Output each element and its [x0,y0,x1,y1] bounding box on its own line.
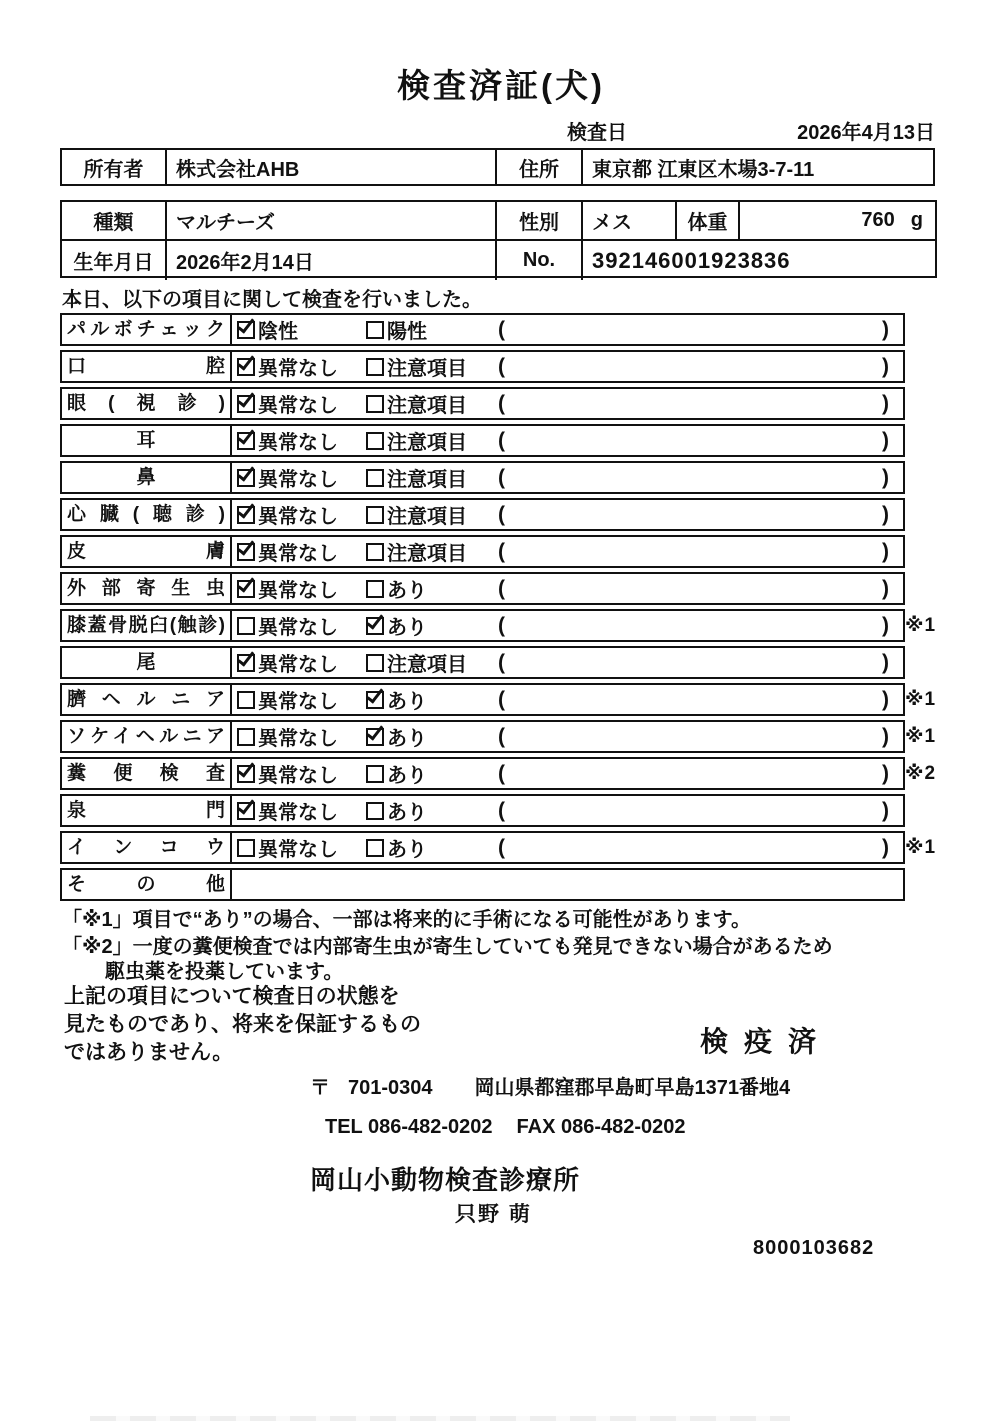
unchecked-checkbox-icon [366,543,384,561]
checklist-item-label: 耳 [62,426,232,455]
footnote-2-line1: 「※2」一度の糞便検査では内部寄生虫が寄生していても発見できない場合があるため [62,936,833,958]
remarks-close-paren: ) [882,651,889,674]
checklist-row [60,461,905,494]
unchecked-checkbox-icon [366,839,384,857]
checklist-item-label: 泉門 [62,796,232,825]
checked-checkbox-icon [237,358,255,376]
checklist-row [60,535,905,568]
remarks-close-paren: ) [882,318,889,341]
checkbox-option [237,796,338,825]
checklist-row [60,498,905,531]
checklist-row-content [232,685,903,714]
unchecked-checkbox-icon [366,802,384,820]
checked-checkbox-icon [237,580,255,598]
unchecked-checkbox-icon [237,617,255,635]
checklist-row [60,831,937,864]
checkbox-option [237,759,338,788]
checklist-row [60,424,905,457]
checkbox-option [366,352,467,381]
scan-artifact [90,1416,790,1421]
checked-checkbox-icon [366,617,384,635]
remarks-open-paren: ( [498,540,505,563]
owner-table [60,148,935,186]
checklist-item-label: ソケイヘルニア [62,722,232,751]
checklist-row-content [232,352,903,381]
checkbox-option [237,352,338,381]
disclaimer-line-2: 見たものであり、将来を保証するもの [64,1013,421,1036]
disclaimer-text [64,983,421,1067]
checked-checkbox-icon [237,654,255,672]
postal-mark-icon: 〒 [310,1077,330,1099]
footnote-reference: ※1 [905,837,937,858]
remarks-close-paren: ) [882,799,889,822]
checklist-item-label: 心臓(聴診) [62,500,232,529]
checkbox-option [237,500,338,529]
pet-info-table [60,200,937,278]
checkbox-option-label: 異常なし [258,506,338,528]
remarks-close-paren: ) [882,429,889,452]
checked-checkbox-icon [237,432,255,450]
remarks-open-paren: ( [498,318,505,341]
checklist-row [60,757,937,790]
checkbox-option-label: 注意項目 [387,543,467,565]
checked-checkbox-icon [237,543,255,561]
footnote-reference: ※2 [905,763,937,784]
checkbox-option-label: 異常なし [258,432,338,454]
checklist-row [60,683,937,716]
checklist-row-content [232,796,903,825]
owner-value: 株式会社AHB [165,150,495,184]
footnote-reference: ※1 [905,689,937,710]
checklist-item-label: 臍ヘルニア [62,685,232,714]
remarks-open-paren: ( [498,688,505,711]
checkbox-option-label: あり [387,691,427,713]
checkbox-option [237,574,338,603]
checked-checkbox-icon [237,765,255,783]
checklist-item-label: パルボチェック [62,315,232,344]
birthdate-label: 生年月日 [73,252,154,274]
unchecked-checkbox-icon [366,395,384,413]
checkbox-option [366,537,467,566]
checklist-row [60,350,905,383]
checklist-row-content [232,426,903,455]
checklist-row [60,609,937,642]
checklist-row-content [232,537,903,566]
remarks-open-paren: ( [498,577,505,600]
footnote-reference: ※1 [905,726,937,747]
remarks-close-paren: ) [882,725,889,748]
checkbox-option-label: 異常なし [258,765,338,787]
checklist-row-content [232,463,903,492]
checkbox-option-label: 注意項目 [387,358,467,380]
checkbox-option-label: 注意項目 [387,654,467,676]
checkbox-option-label: 異常なし [258,469,338,491]
checkbox-option [366,685,427,714]
weight-label: 体重 [675,202,738,239]
checkbox-option-label: 異常なし [258,580,338,602]
postal-code: 701-0304 [348,1077,433,1099]
checklist-row-content [232,315,903,344]
checklist-row [60,387,905,420]
page-title: 検査済証(犬) [397,67,605,104]
checked-checkbox-icon [366,691,384,709]
remarks-close-paren: ) [882,466,889,489]
checklist-row-content [232,870,903,899]
remarks-open-paren: ( [498,651,505,674]
unchecked-checkbox-icon [366,321,384,339]
owner-label: 所有者 [83,158,144,181]
checkbox-option-label: あり [387,802,427,824]
clinic-tel: TEL 086-482-0202 [325,1116,493,1138]
unchecked-checkbox-icon [366,358,384,376]
checkbox-option [366,389,467,418]
checkbox-option [237,685,338,714]
checkbox-option-label: 異常なし [258,728,338,750]
checkbox-option-label: 異常なし [258,543,338,565]
remarks-close-paren: ) [882,355,889,378]
checkbox-option [366,500,467,529]
checklist-row-content [232,574,903,603]
checkbox-option-label: あり [387,728,427,750]
inspection-date-value: 2026年4月13日 [797,122,935,144]
remarks-open-paren: ( [498,762,505,785]
remarks-close-paren: ) [882,540,889,563]
unchecked-checkbox-icon [237,728,255,746]
remarks-open-paren: ( [498,799,505,822]
checkbox-option [237,611,338,640]
checklist-item-label: その他 [62,870,232,899]
checklist-row-content [232,722,903,751]
checklist-row [60,572,905,605]
checkbox-option [237,426,338,455]
checkbox-option-label: 陽性 [387,321,427,343]
checklist-row [60,720,937,753]
checklist-row-content [232,833,903,862]
remarks-open-paren: ( [498,725,505,748]
checklist-item-label: 膝蓋骨脱臼(触診) [62,611,232,640]
microchip-no-label: No. [495,241,581,280]
checkbox-option [366,722,427,751]
checklist-item-label: インコウ [62,833,232,862]
checkbox-option [366,796,427,825]
checkbox-option-label: 異常なし [258,395,338,417]
inspection-date-label: 検査日 [567,122,627,144]
remarks-open-paren: ( [498,614,505,637]
examination-checklist [60,313,937,905]
footnote-2-line2: 駆虫薬を投薬しています。 [105,961,344,983]
clinic-address: 岡山県都窪郡早島町早島1371番地4 [474,1077,791,1099]
disclaimer-line-1: 上記の項目について検査日の状態を [64,985,400,1008]
checkbox-option-label: 陰性 [258,321,298,343]
weight-number: 760 [861,209,895,231]
clinic-name: 岡山小動物検査診療所 [310,1165,581,1195]
checkbox-option-label: 異常なし [258,839,338,861]
remarks-close-paren: ) [882,392,889,415]
checklist-row [60,646,905,679]
checklist-row-content [232,759,903,788]
checkbox-option-label: 異常なし [258,802,338,824]
unchecked-checkbox-icon [366,765,384,783]
checkbox-option-label: 異常なし [258,358,338,380]
remarks-open-paren: ( [498,429,505,452]
checklist-item-label: 鼻 [62,463,232,492]
checkbox-option-label: 異常なし [258,654,338,676]
checkbox-option [366,426,467,455]
checkbox-option-label: 異常なし [258,691,338,713]
checkbox-option [237,648,338,677]
checkbox-option-label: あり [387,580,427,602]
footnote-1: 「※1」項目で“あり”の場合、一部は将来的に手術になる可能性があります。 [62,909,751,931]
intro-sentence: 本日、以下の項目に関して検査を行いました。 [62,289,482,311]
checked-checkbox-icon [366,728,384,746]
weight-unit: g [910,209,923,231]
checkbox-option [366,463,467,492]
checklist-item-label: 尾 [62,648,232,677]
sex-value: メス [581,202,675,239]
remarks-close-paren: ) [882,614,889,637]
checked-checkbox-icon [237,321,255,339]
remarks-close-paren: ) [882,688,889,711]
unchecked-checkbox-icon [237,839,255,857]
clinic-postal-address [310,1071,790,1100]
checked-checkbox-icon [237,469,255,487]
checklist-row-content [232,389,903,418]
checkbox-option [237,315,298,344]
breed-label: 種類 [93,212,134,234]
quarantine-passed-stamp: 検疫済 [700,1026,833,1057]
veterinarian-name: 只野 萌 [455,1203,532,1226]
footnote-reference: ※1 [905,615,937,636]
checklist-row-content [232,500,903,529]
checkbox-option-label: あり [387,765,427,787]
unchecked-checkbox-icon [366,654,384,672]
remarks-open-paren: ( [498,355,505,378]
checkbox-option-label: あり [387,839,427,861]
unchecked-checkbox-icon [237,691,255,709]
remarks-open-paren: ( [498,466,505,489]
clinic-tel-fax [325,1116,686,1139]
unchecked-checkbox-icon [366,469,384,487]
weight-value [738,202,935,239]
microchip-no-value: 392146001923836 [581,241,935,280]
remarks-close-paren: ) [882,577,889,600]
checkbox-option [237,833,338,862]
sex-label: 性別 [495,202,581,239]
checked-checkbox-icon [237,802,255,820]
checklist-row [60,313,905,346]
owner-address-value: 東京都 江東区木場3-7-11 [581,150,933,184]
checkbox-option-label: 注意項目 [387,432,467,454]
checkbox-option-label: 注意項目 [387,469,467,491]
checklist-row-content [232,611,903,640]
checkbox-option [237,722,338,751]
checkbox-option-label: 注意項目 [387,395,467,417]
clinic-fax: FAX 086-482-0202 [516,1116,686,1138]
breed-value: マルチーズ [165,202,495,239]
checkbox-option-label: 注意項目 [387,506,467,528]
checkbox-option [366,648,467,677]
checklist-item-label: 皮膚 [62,537,232,566]
disclaimer-line-3: ではありません。 [64,1041,234,1064]
unchecked-checkbox-icon [366,432,384,450]
checklist-item-label: 眼(視診) [62,389,232,418]
checkbox-option [237,463,338,492]
remarks-open-paren: ( [498,836,505,859]
document-serial-number: 8000103682 [753,1237,875,1259]
birthdate-value: 2026年2月14日 [165,241,495,280]
checked-checkbox-icon [237,506,255,524]
checkbox-option [237,389,338,418]
remarks-open-paren: ( [498,503,505,526]
owner-address-label: 住所 [495,150,581,184]
checkbox-option [366,759,427,788]
checkbox-option-label: 異常なし [258,617,338,639]
remarks-close-paren: ) [882,762,889,785]
checklist-item-label: 口腔 [62,352,232,381]
remarks-open-paren: ( [498,392,505,415]
checklist-row [60,794,905,827]
checkbox-option-label: あり [387,617,427,639]
checkbox-option [366,833,427,862]
remarks-close-paren: ) [882,836,889,859]
checklist-item-label: 糞便検査 [62,759,232,788]
unchecked-checkbox-icon [366,506,384,524]
checkbox-option [366,574,427,603]
checklist-row-content [232,648,903,677]
checkbox-option [366,315,427,344]
checklist-item-label: 外部寄生虫 [62,574,232,603]
remarks-close-paren: ) [882,503,889,526]
checkbox-option [366,611,427,640]
unchecked-checkbox-icon [366,580,384,598]
checklist-row [60,868,905,901]
checked-checkbox-icon [237,395,255,413]
checkbox-option [237,537,338,566]
